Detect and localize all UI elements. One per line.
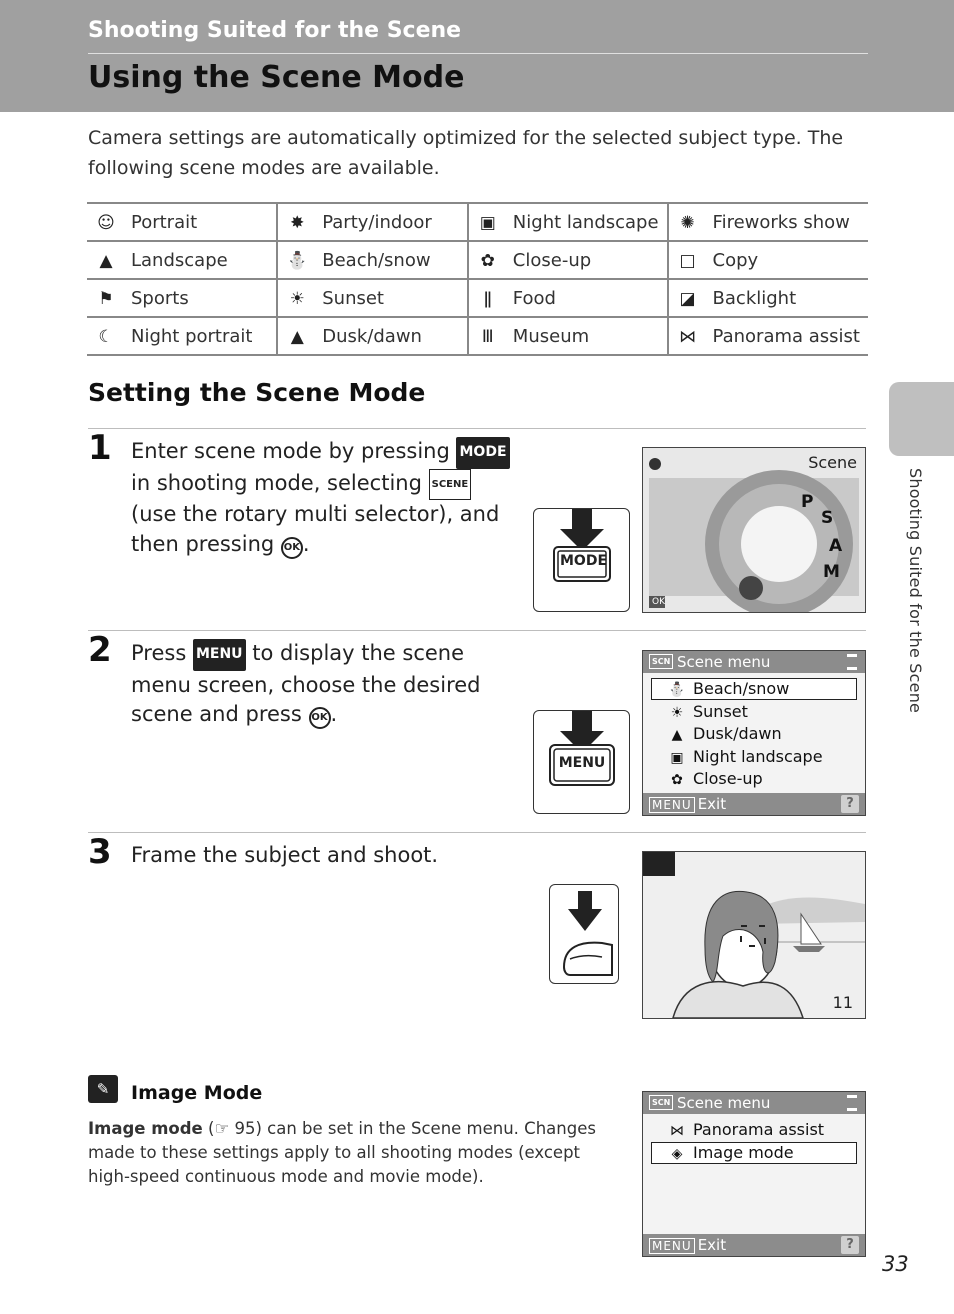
sunset-icon: ☀: [289, 288, 305, 309]
dusk-dawn-icon: ▲: [671, 727, 683, 743]
step-1-text-b: in shooting mode, selecting: [131, 470, 422, 495]
intro-paragraph: Camera settings are automatically optimized for the selected subject type. The following scene modes are available.: [88, 127, 844, 179]
mode-label: Food: [512, 287, 556, 309]
image-mode-icon: ◈: [671, 1145, 683, 1162]
table-row: [87, 241, 868, 279]
mode-button-label: MODE: [560, 553, 608, 569]
sunset-icon: ☀: [670, 704, 684, 721]
dusk-dawn-icon: ▲: [290, 326, 304, 347]
menu-item[interactable]: [667, 1143, 794, 1162]
mode-label: Fireworks show: [712, 211, 850, 233]
scene-key-icon: SCENE: [429, 469, 472, 501]
scene-menu-screen-1: [642, 650, 866, 816]
divider: [88, 428, 866, 429]
mode-label: Landscape: [131, 249, 228, 271]
menu-key-icon: MENU: [649, 1238, 695, 1254]
divider: [88, 832, 866, 833]
museum-icon: Ⅲ: [481, 326, 494, 347]
food-icon: ǁ: [483, 288, 492, 309]
table-cell: [668, 279, 868, 317]
table-cell: [277, 279, 468, 317]
portrait-icon: ☺: [97, 212, 115, 233]
divider: [88, 630, 866, 631]
note-body: Image mode (☞ 95) can be set in the Scene menu. Changes made to these settings apply to all shooting modes (except high-speed continuous mode and movie mode).: [88, 1119, 596, 1186]
close-up-icon: ✿: [671, 772, 683, 788]
table-cell: [668, 241, 868, 279]
menu-title: Scene menu: [677, 653, 771, 671]
help-icon: ?: [841, 795, 859, 813]
finger-press-icon: [550, 885, 620, 985]
page-number: 33: [882, 1252, 909, 1276]
table-cell: [277, 203, 468, 241]
step-text-2: [131, 639, 501, 730]
header-divider: [88, 53, 868, 54]
sports-icon: ⚑: [98, 288, 114, 309]
menu-item[interactable]: [667, 1120, 824, 1139]
beach-snow-icon: ⛄: [286, 250, 308, 271]
mode-label: Panorama assist: [712, 325, 860, 347]
beach-snow-icon: ⛄: [668, 682, 686, 698]
menu-item-label: Dusk/dawn: [693, 724, 782, 743]
table-cell: [468, 279, 668, 317]
panorama-icon: ⋈: [670, 1123, 684, 1139]
mode-label: Sports: [131, 287, 189, 309]
fireworks-icon: ✺: [680, 212, 695, 233]
step-text-3: Frame the subject and shoot.: [131, 843, 439, 867]
menu-item[interactable]: [667, 747, 823, 766]
menu-key-icon: MENU: [193, 639, 246, 671]
copy-icon: □: [679, 250, 696, 271]
dial-letter-p: P: [801, 492, 814, 512]
menu-footer: [643, 793, 865, 815]
dial-letter-s: S: [821, 508, 834, 528]
shutter-press-illustration: [549, 884, 619, 984]
step-2-end: .: [330, 702, 338, 726]
step-2-text-a: Press: [131, 641, 187, 665]
menu-title-bar: [643, 651, 865, 673]
note-icon: ✎: [88, 1075, 118, 1103]
table-cell: [468, 241, 668, 279]
table-cell: [277, 317, 468, 355]
table-cell: [468, 317, 668, 355]
mode-label: Party/indoor: [322, 211, 432, 233]
ok-button-icon: OK: [309, 707, 331, 729]
mode-label: Backlight: [712, 287, 797, 309]
note-heading: Image Mode: [131, 1082, 263, 1104]
table-cell: [87, 241, 277, 279]
mode-label: Portrait: [131, 211, 198, 233]
mode-label: Copy: [712, 249, 759, 271]
step-text-1: [131, 437, 511, 559]
table-row: [87, 203, 868, 241]
page-title: Using the Scene Mode: [88, 60, 465, 95]
mode-key-icon: MODE: [456, 437, 509, 469]
landscape-icon: ▲: [99, 250, 113, 271]
night-landscape-icon: ▣: [479, 212, 496, 233]
step-1-end: .: [302, 531, 310, 556]
menu-item-label: Panorama assist: [693, 1120, 825, 1139]
table-row: [87, 317, 868, 355]
menu-title-bar: [643, 1092, 865, 1114]
scene-modes-table: [87, 202, 868, 356]
note-bold-term: Image mode: [88, 1119, 203, 1138]
table-cell: [668, 317, 868, 355]
table-cell: [87, 279, 277, 317]
table-cell: [468, 203, 668, 241]
section-title: Shooting Suited for the Scene: [88, 18, 462, 43]
menu-footer: [643, 1234, 865, 1256]
menu-exit-label: Exit: [697, 795, 727, 813]
menu-item-label: Sunset: [693, 701, 748, 721]
scene-icon: SCN: [649, 654, 673, 669]
reference-icon: ☞: [214, 1119, 230, 1138]
shots-remaining: 11: [832, 993, 853, 1012]
step-1-text-a: Enter scene mode by pressing: [131, 439, 450, 463]
mode-label: Sunset: [322, 287, 384, 309]
backlight-icon: ◪: [679, 288, 696, 309]
mode-label: Close-up: [512, 249, 592, 271]
chapter-tab: [889, 382, 954, 456]
help-icon: ?: [841, 1236, 859, 1254]
panorama-icon: ⋈: [679, 326, 697, 347]
menu-item[interactable]: [667, 679, 789, 698]
mode-label: Beach/snow: [322, 249, 431, 271]
mode-button-illustration: [533, 508, 630, 612]
menu-item[interactable]: [667, 702, 748, 721]
menu-key-icon: MENU: [649, 797, 695, 813]
note-page-ref: 95: [234, 1119, 256, 1138]
table-cell: [277, 241, 468, 279]
mode-label: Night landscape: [512, 211, 659, 233]
menu-item[interactable]: [667, 769, 763, 788]
scene-menu-screen-2: [642, 1091, 866, 1257]
table-row: [87, 279, 868, 317]
step-number-3: 3: [88, 832, 112, 872]
party-indoor-icon: ✸: [290, 212, 305, 233]
menu-item-label: Beach/snow: [693, 679, 790, 698]
step-2-text-b: to display the scene menu screen, choose the desired scene and press: [131, 641, 481, 726]
menu-item[interactable]: [667, 724, 782, 743]
scrollbar-icon: [847, 654, 857, 670]
ok-button-icon: OK: [281, 537, 303, 559]
table-cell: [87, 317, 277, 355]
menu-button-illustration: [533, 710, 630, 814]
close-up-icon: ✿: [480, 250, 495, 271]
scene-icon: SCN: [649, 1095, 673, 1110]
step-number-1: 1: [88, 428, 112, 468]
dial-mode-label: Scene: [808, 453, 857, 472]
mode-label: Museum: [512, 325, 590, 347]
setting-heading: Setting the Scene Mode: [88, 378, 426, 407]
note-body-text: can be set in the Scene menu. Changes made to these settings apply to all shooting modes (except high-speed continuous mode and movie mode).: [88, 1119, 596, 1186]
dial-ok-label: OK: [652, 597, 665, 607]
dial-letter-m: M: [823, 562, 840, 582]
step-number-2: 2: [88, 630, 112, 670]
dial-letter-a: A: [829, 536, 843, 556]
menu-item-label: Image mode: [693, 1142, 794, 1162]
menu-item-label: Night landscape: [693, 746, 823, 766]
shooting-screen: [642, 851, 866, 1019]
mode-label: Dusk/dawn: [322, 325, 422, 347]
menu-title: Scene menu: [677, 1094, 771, 1112]
menu-item-label: Close-up: [693, 769, 763, 788]
step-1-text-c: (use the rotary multi selector), and then pressing: [131, 502, 500, 556]
side-chapter-label: Shooting Suited for the Scene: [906, 468, 925, 714]
mode-dial-illustration: [643, 448, 865, 612]
night-landscape-icon: ▣: [670, 749, 684, 766]
table-cell: [668, 203, 868, 241]
menu-exit-label: Exit: [697, 1236, 727, 1254]
menu-button-label: MENU: [558, 755, 606, 771]
mode-dial-screen: [642, 447, 866, 613]
table-cell: [87, 203, 277, 241]
page-header: [0, 0, 954, 112]
scrollbar-icon: [847, 1095, 857, 1111]
night-portrait-icon: ☾: [98, 326, 114, 347]
mode-label: Night portrait: [131, 325, 253, 347]
